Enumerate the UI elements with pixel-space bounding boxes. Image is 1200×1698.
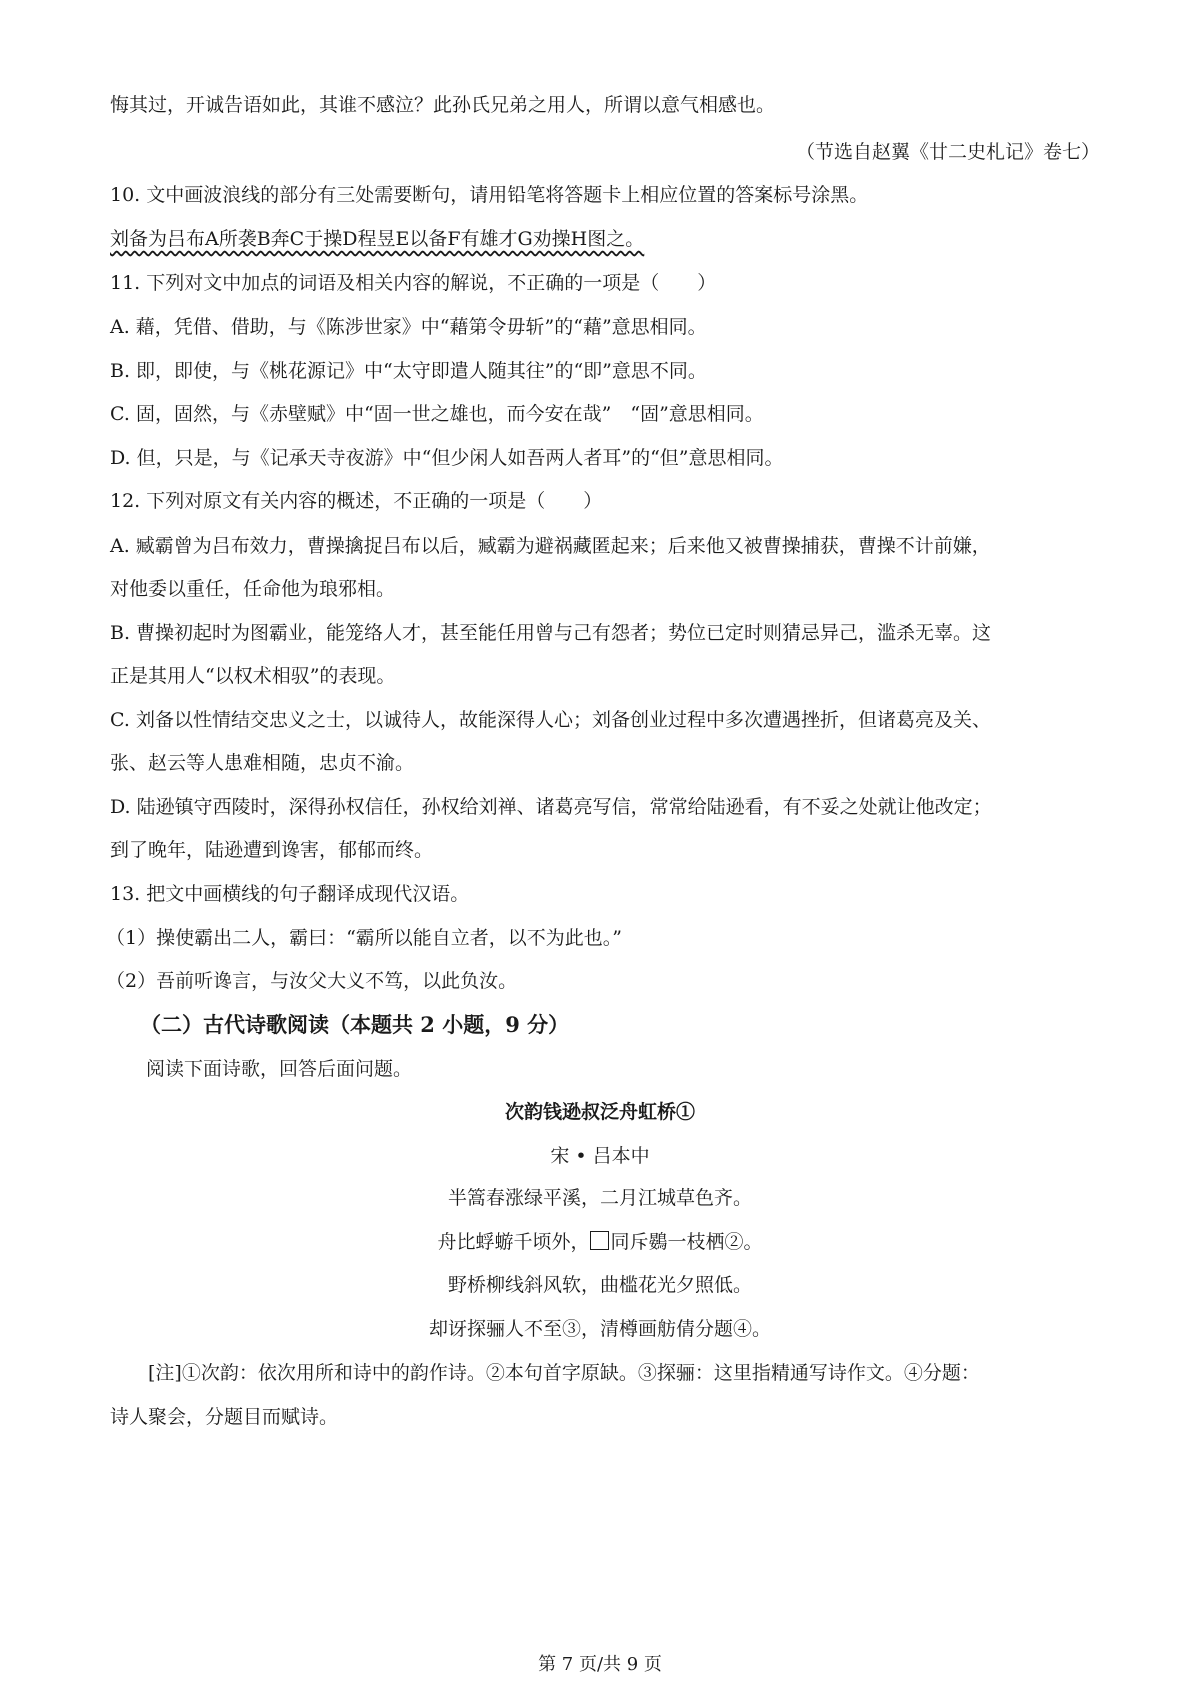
poem-line-3: 野桥柳线斜风软，曲槛花光夕照低。 [447,1274,752,1296]
poem-notes-line-1: [注]①次韵：依次用所和诗中的韵作诗。②本句首字原缺。③探骊：这里指精通写诗作文。④分题： [148,1362,980,1384]
question-13-item-1: （1）操使霸出二人，霸曰：“霸所以能自立者，以不为此也。” [106,927,623,949]
missing-character-box [590,1231,609,1250]
section-heading: （二）古代诗歌阅读（本题共 2 小题，9 分） [140,1012,570,1037]
poem-author: 宋 • 吕本中 [550,1145,650,1167]
question-13-stem: 13. 把文中画横线的句子翻译成现代汉语。 [110,883,470,905]
question-12-line: A. 臧霸曾为吕布效力，曹操擒捉吕布以后，臧霸为避祸藏匿起来；后来他又被曹操捕获，曹操不计前嫌， [110,535,991,557]
question-10-stem: 10. 文中画波浪线的部分有三处需要断句，请用铅笔将答题卡上相应位置的答案标号涂黑。 [110,184,869,206]
question-12-line: C. 刘备以性情结交忠义之士，以诚待人，故能深得人心；刘备创业过程中多次遭遇挫折，但诸葛亮及关、 [110,709,991,731]
section-instruction: 阅读下面诗歌，回答后面问题。 [146,1058,413,1080]
page-footer: 第 7 页/共 9 页 [538,1654,662,1675]
question-12-line: D. 陆逊镇守西陵时，深得孙权信任，孙权给刘禅、诸葛亮写信，常常给陆逊看，有不妥之处就让他改定； [110,796,992,818]
question-11-stem: 11. 下列对文中加点的词语及相关内容的解说，不正确的一项是（ ） [110,272,717,294]
passage-source: （节选自赵翼《廿二史札记》卷七） [795,141,1100,163]
question-11-option-a: A. 藉，凭借、借助，与《陈涉世家》中“藉第令毋斩”的“藉”意思相同。 [110,316,707,338]
question-11-option-d: D. 但，只是，与《记承天寺夜游》中“但少闲人如吾两人者耳”的“但”意思相同。 [110,447,784,469]
wavy-underlined-sentence: 刘备为吕布A所袭B奔C于操D程昱E以备F有雄才G劝操H图之。 [110,228,645,250]
passage-last-line: 悔其过，开诚告语如此，其谁不感泣？此孙氏兄弟之用人，所谓以意气相感也。 [110,94,776,116]
poem-line-4: 却讶探骊人不至③，清樽画舫倩分题④。 [428,1318,771,1340]
question-10-wavy-text [110,224,1100,254]
question-12-line: 到了晚年，陆逊遭到谗害，郁郁而终。 [110,839,434,861]
question-13-item-2: （2）吾前听谗言，与汝父大义不笃，以此负汝。 [106,970,518,992]
poem-line-2 [0,1227,1200,1257]
question-11-option-b: B. 即，即使，与《桃花源记》中“太守即遣人随其往”的“即”意思不同。 [110,360,707,382]
question-12-stem: 12. 下列对原文有关内容的概述，不正确的一项是（ ） [110,490,603,512]
question-12-line: 张、赵云等人患难相随，忠贞不渝。 [110,752,415,774]
poem-line-1: 半篙春涨绿平溪，二月江城草色齐。 [447,1187,752,1209]
question-11-option-c: C. 固，固然，与《赤壁赋》中“固一世之雄也，而今安在哉” “固”意思相同。 [110,403,764,425]
poem-line-2-first-half: 舟比蜉蝣千顷外， [437,1231,590,1253]
question-12-line: 正是其用人“以权术相驭”的表现。 [110,665,396,687]
poem-title: 次韵钱逊叔泛舟虹桥① [504,1101,695,1123]
poem-line-2-second-half: 同斥鷃一枝栖②。 [610,1231,763,1253]
poem-notes-line-2: 诗人聚会，分题目而赋诗。 [110,1406,339,1428]
question-12-line: 对他委以重任，任命他为琅邪相。 [110,578,396,600]
question-12-line: B. 曹操初起时为图霸业，能笼络人才，甚至能任用曾与己有怨者；势位已定时则猜忌异己，滥杀无辜。这 [110,622,992,644]
